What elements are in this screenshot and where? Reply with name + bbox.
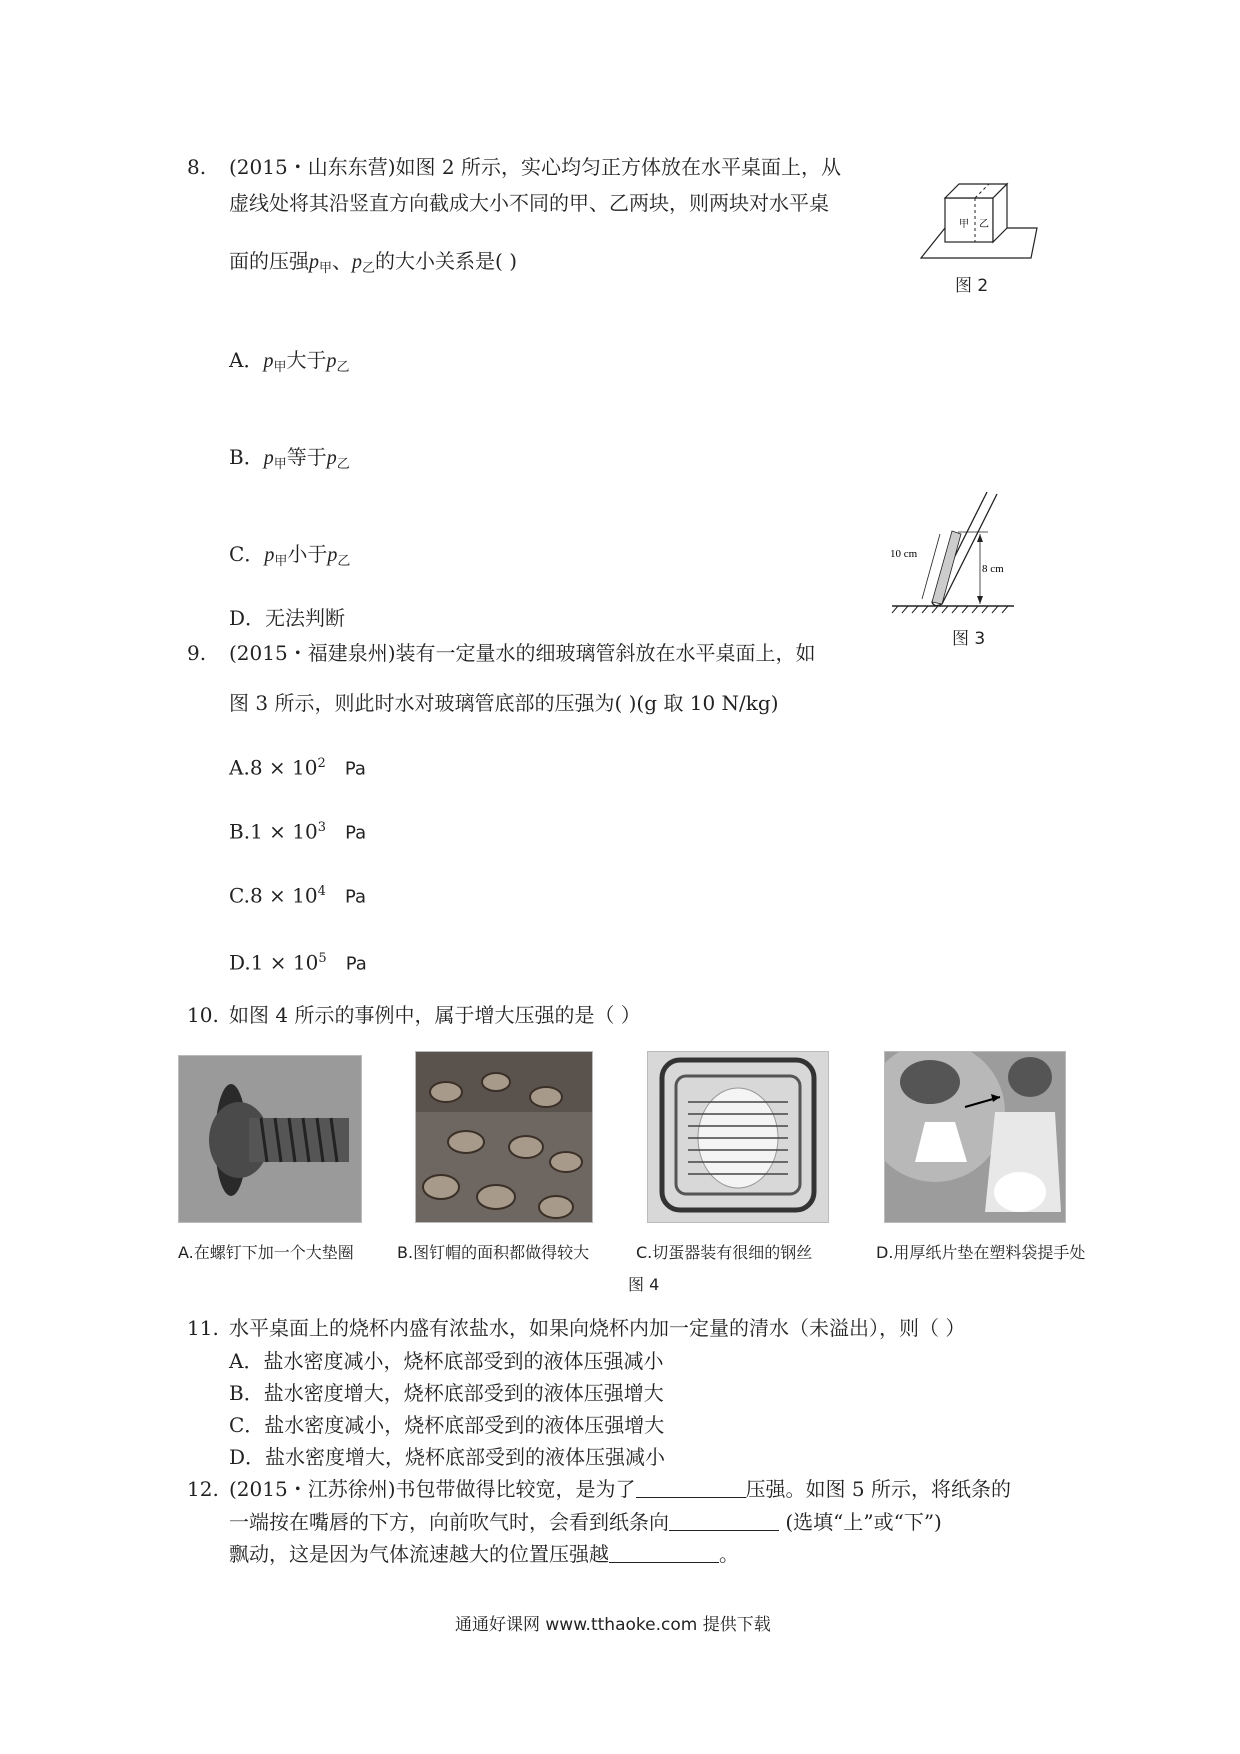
- q8-option-d: D．无法判断: [229, 606, 346, 630]
- q8-option-c: C．$p_甲$小于$p_乙$: [229, 542, 351, 568]
- caption-c: C.切蛋器装有很细的钢丝: [636, 1243, 813, 1262]
- q12-blank-2[interactable]: [669, 1512, 779, 1531]
- p-yi-symbol: $p_乙$: [326, 350, 350, 374]
- photo-thumbtacks: [415, 1051, 593, 1223]
- cube-label-yi: 乙: [979, 219, 989, 230]
- caption-a: A.在螺钉下加一个大垫圈: [178, 1243, 354, 1262]
- figure-2-cube: [915, 168, 1040, 263]
- p-yi-symbol: $p_乙$: [326, 447, 350, 471]
- photo-bag-handle: [884, 1051, 1066, 1223]
- label-8cm: 8 cm: [982, 563, 1004, 575]
- q8-number: 8.: [187, 155, 207, 179]
- q9-stem-line2: 图 3 所示，则此时水对玻璃管底部的压强为( )(g 取 10 N/kg): [229, 691, 779, 715]
- q10-stem: 如图 4 所示的事例中，属于增大压强的是（ ）: [229, 1003, 641, 1027]
- q10-number: 10.: [187, 1003, 219, 1027]
- q9-option-d: $D.1 \times 10^5$ Pa: [229, 950, 367, 975]
- photo-screw-washer: [178, 1055, 362, 1223]
- q9-option-b: $B.1 \times 10^3$ Pa: [229, 819, 367, 844]
- figure-4-caption: 图 4: [628, 1275, 660, 1294]
- q12-blank-1[interactable]: [636, 1479, 746, 1498]
- q11-option-a: A．盐水密度减小，烧杯底部受到的液体压强减小: [229, 1349, 664, 1373]
- q8-stem-line2: 虚线处将其沿竖直方向截成大小不同的甲、乙两块，则两块对水平桌: [229, 191, 829, 215]
- q8-line3-mid: 、: [332, 249, 353, 273]
- q12-number: 12.: [187, 1477, 219, 1501]
- q8-line3-post: 的大小关系是( ): [375, 249, 517, 273]
- p-jia-symbol: $p_甲$: [264, 544, 288, 568]
- q8-option-a: A．$p_甲$大于$p_乙$: [229, 348, 350, 374]
- label-10cm: 10 cm: [890, 548, 918, 560]
- q9-number: 9.: [187, 641, 207, 665]
- q8-line3-pre: 面的压强: [229, 249, 309, 273]
- q8-option-b: B．$p_甲$等于$p_乙$: [229, 445, 350, 471]
- q11-option-b: B．盐水密度增大，烧杯底部受到的液体压强增大: [229, 1381, 664, 1405]
- q8-stem-line3: [229, 248, 517, 281]
- figure-3-caption: 图 3: [952, 629, 986, 649]
- q12-blank-3[interactable]: [609, 1544, 719, 1563]
- q9-option-a: $A.8 \times 10^2$ Pa: [229, 755, 366, 780]
- figure-2-caption: 图 2: [955, 276, 989, 296]
- footer-text: 通通好课网 www.tthaoke.com 提供下载: [455, 1615, 771, 1635]
- p-jia-symbol: $p_甲$: [263, 350, 287, 374]
- q8-stem-line1: (2015・山东东营)如图 2 所示，实心均匀正方体放在水平桌面上，从: [229, 155, 841, 179]
- q11-stem: 水平桌面上的烧杯内盛有浓盐水，如果向烧杯内加一定量的清水（未溢出），则（ ）: [229, 1316, 966, 1340]
- caption-b: B.图钉帽的面积都做得较大: [397, 1243, 590, 1262]
- caption-d: D.用厚纸片垫在塑料袋提手处: [876, 1243, 1086, 1262]
- q11-option-c: C．盐水密度减小，烧杯底部受到的液体压强增大: [229, 1413, 665, 1437]
- q12-line1: (2015・江苏徐州)书包带做得比较宽，是为了 压强。如图 5 所示，将纸条的: [229, 1477, 1011, 1501]
- photo-egg-slicer: [647, 1051, 829, 1223]
- figure-3-tube: [888, 490, 1018, 615]
- q11-number: 11.: [187, 1316, 219, 1340]
- p-yi-symbol: $p_乙$: [327, 544, 351, 568]
- cube-label-jia: 甲: [959, 219, 969, 230]
- q12-line2: 一端按在嘴唇的下方，向前吹气时，会看到纸条向 (选填“上”或“下”): [229, 1510, 942, 1534]
- q11-option-d: D．盐水密度增大，烧杯底部受到的液体压强减小: [229, 1445, 666, 1469]
- q12-line3: 飘动，这是因为气体流速越大的位置压强越 。: [229, 1542, 739, 1566]
- p-jia-symbol: $p_甲$: [263, 447, 287, 471]
- p-yi-symbol: $p_乙$: [352, 251, 376, 275]
- q9-stem-line1: (2015・福建泉州)装有一定量水的细玻璃管斜放在水平桌面上，如: [229, 641, 816, 665]
- q9-option-c: $C.8 \times 10^4$ Pa: [229, 883, 367, 908]
- p-jia-symbol: $p_甲$: [309, 251, 333, 275]
